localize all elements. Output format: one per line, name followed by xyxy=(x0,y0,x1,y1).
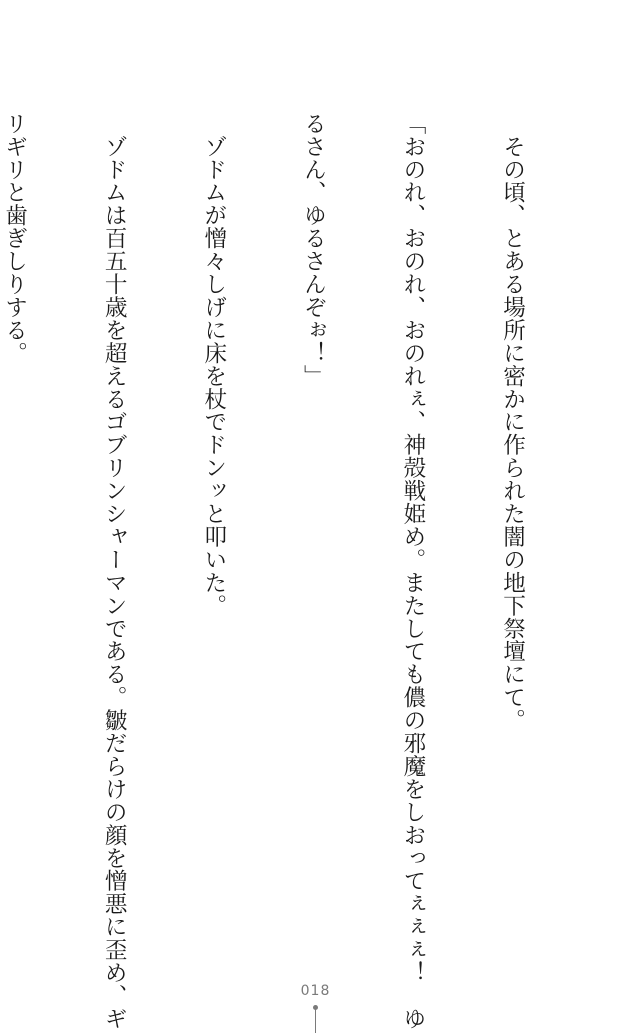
page-marker-line xyxy=(315,1008,316,1033)
text-line: るさん、ゆるさんぞぉ！」 xyxy=(300,112,327,388)
text-line: 「おのれ、おのれ、おのれぇ、神殻戦姫め。またしても儂の邪魔をしおってぇぇぇ！ ゆ xyxy=(399,112,426,1030)
text-line: ゾドムは百五十歳を超えるゴブリンシャーマンである。皺だらけの顔を憎悪に歪め、ギ xyxy=(101,112,128,1030)
text-line: ゾドムが憎々しげに床を杖でドンッと叩いた。 xyxy=(200,112,227,617)
page-number: 018 xyxy=(300,983,331,999)
text-line: その頃、とある場所に密かに作られた闇の地下祭壇にて。 xyxy=(499,112,526,732)
text-line: リギリと歯ぎしりする。 xyxy=(1,112,28,365)
